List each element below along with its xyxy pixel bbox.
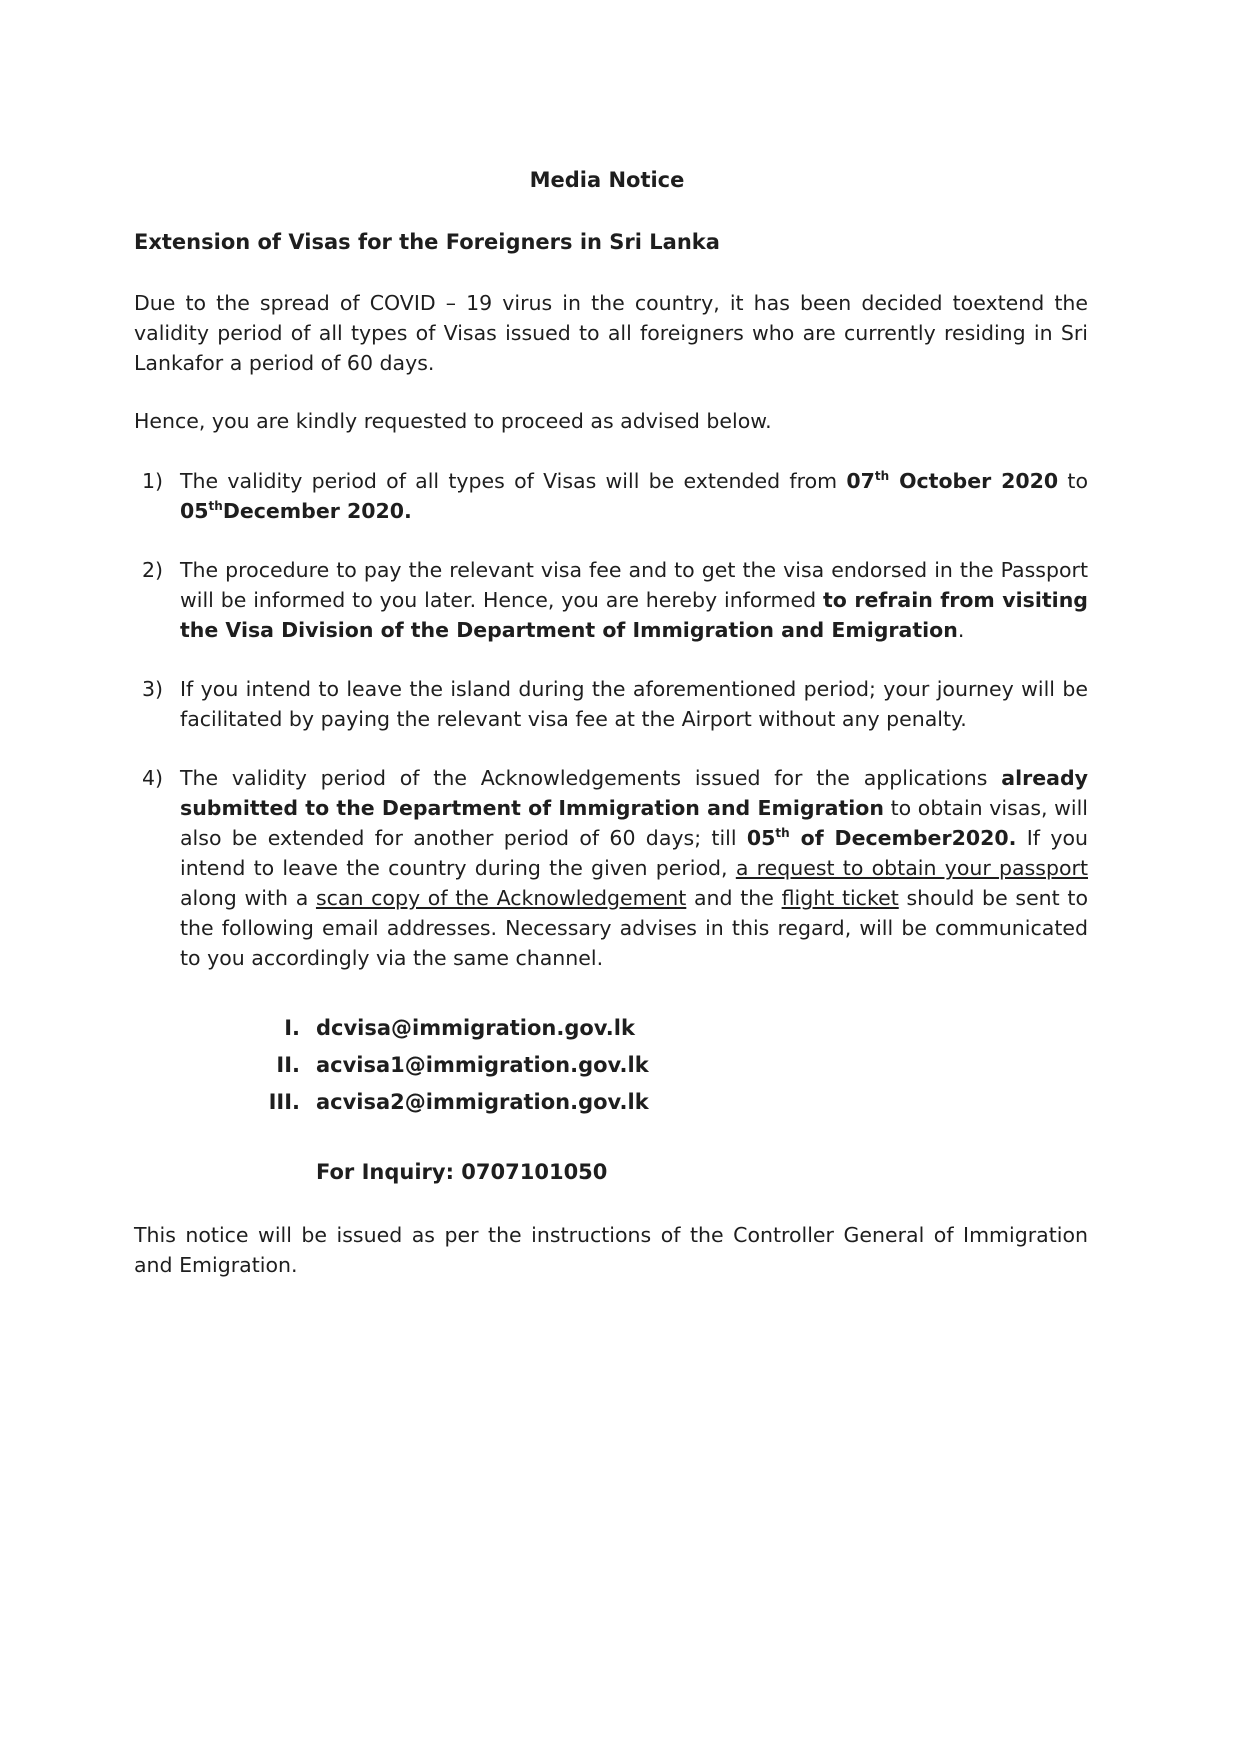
list-item-number: 4) (142, 766, 164, 790)
list-item-2 (134, 555, 1088, 645)
email-number: III. (268, 1090, 300, 1114)
list-item-3 (134, 674, 1088, 734)
intro-paragraph: Due to the spread of COVID – 19 virus in the country, it has been decided toextend the validity period of all types of Visas issued to all foreigners who are currently residing in Sri Lankafor a period of 60 days. (134, 291, 1088, 375)
list-item-number: 3) (142, 677, 164, 701)
list-item-text: The procedure to pay the relevant visa fee and to get the visa endorsed in the Passport will be informed to you later. Hence, you are hereby informed to refrain from visiting the Visa Division of the Department of Immigration and Emigration. (180, 558, 1088, 642)
list-item-text: If you intend to leave the island during the aforementioned period; your journey will be facilitated by paying the relevant visa fee at the Airport without any penalty. (180, 677, 1088, 731)
list-item-1 (134, 466, 1088, 526)
email-number: II. (276, 1053, 300, 1077)
end-date: 05thDecember 2020. (180, 499, 412, 523)
list-item-number: 1) (142, 469, 164, 493)
list-item-4 (134, 763, 1088, 973)
notice-subtitle: Extension of Visas for the Foreigners in Sri Lanka (134, 230, 720, 254)
start-date: 07th October 2020 (846, 469, 1059, 493)
request-paragraph: Hence, you are kindly requested to proceed as advised below. (134, 409, 772, 433)
email-address[interactable]: dcvisa@immigration.gov.lk (316, 1016, 635, 1040)
footer-paragraph: This notice will be issued as per the instructions of the Controller General of Immigration and Emigration. (134, 1223, 1088, 1277)
email-address[interactable]: acvisa2@immigration.gov.lk (316, 1090, 649, 1114)
email-number: I. (284, 1016, 300, 1040)
list-item-number: 2) (142, 558, 164, 582)
inquiry-line: For Inquiry: 0707101050 (316, 1160, 608, 1184)
list-item-text: The validity period of the Acknowledgements issued for the applications already submitted to the Department of Immigration and Emigration to obtain visas, will also be extended for another period of 60 days; till 05th of December2020. If you intend to leave the country during the given period, a request to obtain your passport along with a scan copy of the Acknowledgement and the flight ticket should be sent to the following email addresses. Necessary advises in this regard, will be communicated to you accordingly via the same channel. (180, 766, 1088, 970)
page-title: Media Notice (529, 168, 685, 192)
email-address[interactable]: acvisa1@immigration.gov.lk (316, 1053, 649, 1077)
list-item-text: The validity period of all types of Visas will be extended from 07th October 2020 to 05thDecember 2020. (180, 469, 1088, 523)
